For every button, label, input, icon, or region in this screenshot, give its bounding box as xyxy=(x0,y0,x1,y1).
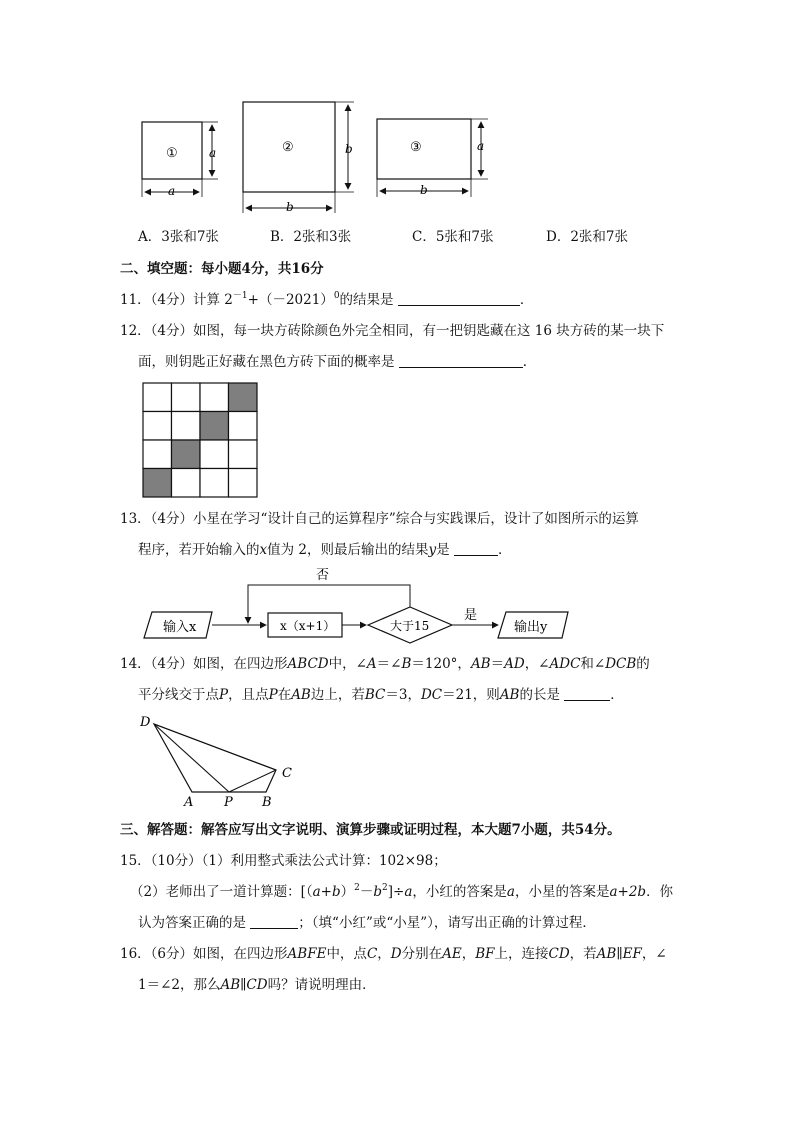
bisector-dp xyxy=(154,724,229,792)
point-b-label: B xyxy=(262,795,272,810)
square-b-side-label: b xyxy=(345,142,353,156)
q16-var-cd: CD xyxy=(548,946,570,962)
q14-var-a: A xyxy=(366,656,377,672)
q16-l1e: ， xyxy=(461,946,476,962)
q14-l1f: ，∠ xyxy=(524,656,550,672)
dark-tile xyxy=(229,383,258,412)
q14-l2d: 边上，若 xyxy=(310,687,365,703)
q14-l1a: 14．（4分）如图，在四边形 xyxy=(120,656,288,672)
q14-var-ab3: AB xyxy=(499,687,520,703)
point-d-label: D xyxy=(140,715,151,730)
q12-tile-grid xyxy=(142,382,260,498)
q14-var-ab: AB xyxy=(470,656,491,672)
q14-l2a: 平分线交于点 xyxy=(138,687,219,703)
q15-var-a: a xyxy=(404,884,413,900)
q13-line2 xyxy=(138,540,511,560)
q16-l1a: 16．（6分）如图，在四边形 xyxy=(120,946,288,962)
q14-l1h: 的 xyxy=(636,656,650,672)
q14-l2b: ，且点 xyxy=(228,687,269,703)
q15-var-a2b: a+2b xyxy=(609,884,647,900)
q13-answer-blank[interactable] xyxy=(454,541,498,556)
square-a-label: ① xyxy=(166,146,178,161)
q15-var-a2: a xyxy=(506,884,515,900)
q14-var-ad: AD xyxy=(504,656,525,672)
q16-l2b: ∥ xyxy=(240,977,247,993)
q14-l2e: ＝3， xyxy=(385,687,421,703)
q12-answer-blank[interactable] xyxy=(399,353,523,368)
q15-l2d: ]÷ xyxy=(387,884,405,900)
white-tile xyxy=(172,383,201,412)
white-tile xyxy=(229,469,258,498)
q14-l1g: 和∠ xyxy=(580,656,606,672)
q16-l1d: 分别在 xyxy=(401,946,443,962)
square-a-side-label: a xyxy=(209,146,217,160)
white-tile xyxy=(143,412,172,441)
dark-tile xyxy=(172,440,201,469)
square-a-bottom-label: a xyxy=(168,184,176,198)
white-tile xyxy=(229,440,258,469)
q10-option-a: A．3张和7张 xyxy=(138,229,219,245)
q13-line1: 13．（4分）小星在学习“设计自己的运算程序”综合与实践课后，设计了如图所示的运算 xyxy=(120,511,639,527)
q16-l1f: 上，连接 xyxy=(494,946,549,962)
rectangle-side-label: a xyxy=(477,139,485,153)
q15-l2e: ，小红的答案是 xyxy=(412,884,507,900)
dark-tile xyxy=(200,412,229,441)
dark-tile xyxy=(143,469,172,498)
q15-line3 xyxy=(138,913,596,933)
point-p-label: P xyxy=(224,795,233,810)
q14-var-dc: DC xyxy=(420,687,443,703)
q16-var-c: C xyxy=(366,946,378,962)
q15-l2f: ，小星的答案是 xyxy=(514,884,610,900)
flow-input-label: 输入x xyxy=(163,620,197,635)
q16-l1b: 中，点 xyxy=(326,946,367,962)
q14-var-ab2: AB xyxy=(291,687,311,703)
square-b-bottom-label: b xyxy=(286,200,294,214)
white-tile xyxy=(200,469,229,498)
q14-var-dcb: DCB xyxy=(605,656,637,672)
q15-l2a: （2）老师出了一道计算题：[（ xyxy=(130,884,313,900)
q10-option-c: C．5张和7张 xyxy=(412,229,494,245)
q16-l1i: ，∠ xyxy=(641,946,667,962)
q14-l1c: ＝∠ xyxy=(376,656,402,672)
white-tile xyxy=(143,440,172,469)
q16-l1c: ， xyxy=(377,946,391,962)
q15-exp-2a: 2 xyxy=(354,883,360,893)
q14-var-bc: BC xyxy=(364,687,386,703)
section3-header: 三、解答题：解答应写出文字说明、演算步骤或证明过程，本大题7小题，共54分。 xyxy=(120,822,621,838)
flow-no-label: 否 xyxy=(316,568,330,583)
q16-var-ab: AB xyxy=(596,946,617,962)
diagonal-dc xyxy=(154,724,276,770)
q11-end: ． xyxy=(519,292,534,308)
q14-l1b: 中，∠ xyxy=(328,656,367,672)
q15-var-b: b xyxy=(373,884,383,900)
q15-exp-2b: 2 xyxy=(382,883,388,893)
q16-var-ae: AE xyxy=(442,946,462,962)
q14-line2 xyxy=(138,685,624,705)
q12-end: ． xyxy=(522,354,537,370)
q13-var-x: x xyxy=(259,542,268,558)
flow-output-label: 输出y xyxy=(514,620,548,635)
q13-end: ． xyxy=(497,542,512,558)
q14-line1 xyxy=(120,654,650,674)
q16-line1 xyxy=(120,944,667,964)
q13-line2-a: 程序，若开始输入的 xyxy=(138,542,260,558)
q14-l1d: ＝120°， xyxy=(411,656,471,672)
q16-var-ab2: AB xyxy=(220,977,241,993)
q14-var-adc: ADC xyxy=(549,656,581,672)
point-a-label: A xyxy=(184,795,194,810)
q10-figure xyxy=(130,95,500,220)
q15-l2b: ） xyxy=(340,884,355,900)
q12-line2 xyxy=(138,352,536,372)
q16-var-abfe: ABFE xyxy=(287,946,327,962)
q13-flowchart xyxy=(140,565,580,645)
q15-l3b: ；（填“小红”或“小星”），请写出正确的计算过程． xyxy=(298,915,596,931)
q15-l3a: 认为答案正确的是 xyxy=(138,915,246,931)
q16-var-ef: EF xyxy=(622,946,642,962)
q15-answer-blank[interactable] xyxy=(250,914,298,929)
q14-l2g: 的长是 xyxy=(519,687,560,703)
q16-l1g: ，若 xyxy=(569,946,597,962)
q11-exponent-2: 0 xyxy=(333,291,340,301)
white-tile xyxy=(229,412,258,441)
q11-lead: 11．（4分）计算 2 xyxy=(120,292,233,308)
q14-var-b: B xyxy=(401,656,412,672)
white-tile xyxy=(172,412,201,441)
white-tile xyxy=(143,383,172,412)
q14-end: ． xyxy=(610,687,624,703)
q14-l1e: ＝ xyxy=(490,656,505,672)
q13-line2-c: 是 xyxy=(436,542,450,558)
section2-header: 二、填空题：每小题4分，共16分 xyxy=(120,261,324,277)
q14-l2c: 在 xyxy=(277,687,292,703)
rectangle-ab xyxy=(377,119,471,179)
q13-line2-b: 值为 2，则最后输出的结果 xyxy=(267,542,429,558)
flow-decision-label: 大于15 xyxy=(390,619,430,633)
q13-var-y: y xyxy=(428,542,437,558)
rectangle-label: ③ xyxy=(410,140,422,155)
bisector-cp xyxy=(229,770,276,792)
q14-answer-blank[interactable] xyxy=(564,686,610,701)
quadrilateral-abcd xyxy=(154,724,276,792)
white-tile xyxy=(200,440,229,469)
q14-figure xyxy=(134,712,304,812)
q14-var-p2: P xyxy=(268,687,278,703)
q14-var-abcd: ABCD xyxy=(287,656,329,672)
square-b-label: ② xyxy=(282,140,294,155)
q11-exponent-1: －1 xyxy=(232,291,248,301)
q15-line1: 15．（10分）（1）利用整式乘法公式计算：102×98； xyxy=(120,853,447,869)
q15-var-ab: a+b xyxy=(312,884,341,900)
q16-l2c: 吗？请说明理由． xyxy=(267,977,376,993)
q16-var-bf: BF xyxy=(475,946,495,962)
q16-var-cd2: CD xyxy=(246,977,268,993)
q15-line2 xyxy=(130,882,673,902)
point-c-label: C xyxy=(282,766,292,781)
flow-process-label: x（x+1） xyxy=(280,619,336,633)
q14-var-p: P xyxy=(219,687,229,703)
q11-mid: +（－2021） xyxy=(247,292,334,308)
white-tile xyxy=(200,383,229,412)
q11-answer-blank[interactable] xyxy=(398,291,520,306)
q10-option-d: D．2张和7张 xyxy=(546,229,629,245)
q16-l1h: ∥ xyxy=(616,946,623,962)
q11 xyxy=(120,290,533,310)
q14-l2f: ＝21，则 xyxy=(442,687,500,703)
q16-var-d: D xyxy=(390,946,402,962)
q10-option-b: B．2张和3张 xyxy=(270,229,352,245)
q15-l2g: ．你 xyxy=(646,884,674,900)
q12-line2-text: 面，则钥匙正好藏在黑色方砖下面的概率是 xyxy=(138,354,395,370)
flow-yes-label: 是 xyxy=(464,608,478,623)
q16-line2 xyxy=(138,975,376,995)
q12-line1: 12．（4分）如图，每一块方砖除颜色外完全相同，有一把钥匙藏在这 16 块方砖的某一块下 xyxy=(120,323,665,339)
q11-tail: 的结果是 xyxy=(339,292,394,308)
q16-l2a: 1＝∠2，那么 xyxy=(138,977,221,993)
q15-l2c: － xyxy=(359,884,374,900)
rectangle-bottom-label: b xyxy=(420,183,428,197)
white-tile xyxy=(172,469,201,498)
